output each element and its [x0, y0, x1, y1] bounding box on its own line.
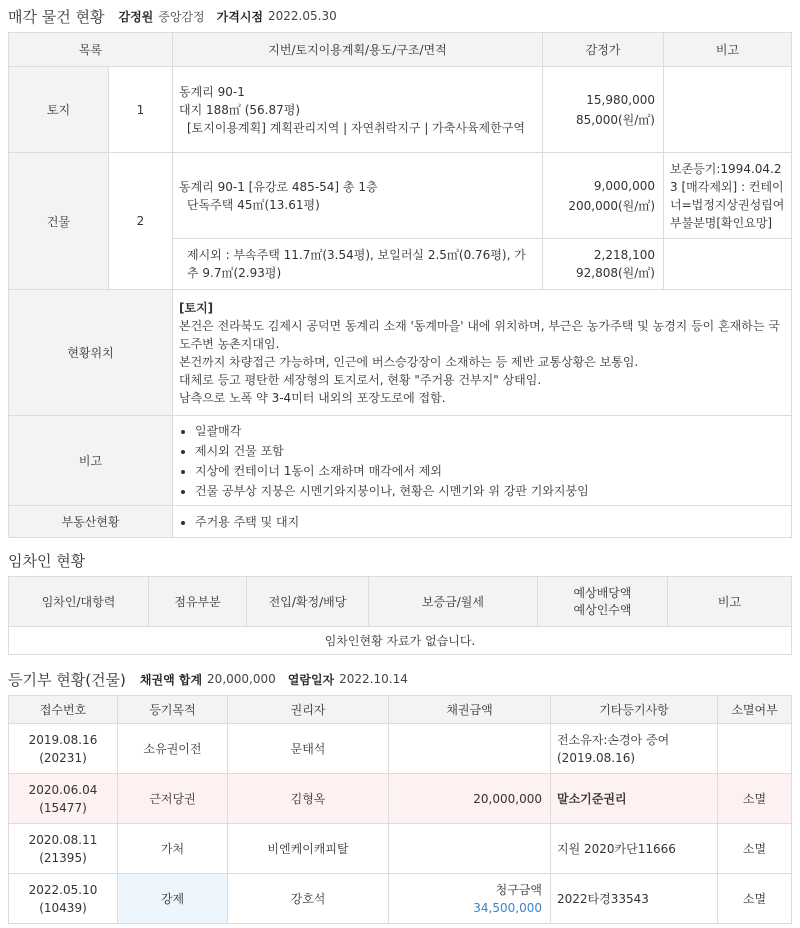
extra-price	[543, 239, 664, 290]
land-area: 대지 188㎡ (56.87평)	[179, 102, 301, 117]
land-detail	[173, 67, 543, 153]
location-line1: 본건은 전라북도 김제시 공덕면 동계리 소재 '동계마을' 내에 위치하며, 부근은 농가주택 및 농경지 등이 혼재하는 국도주변 농촌지대임.	[179, 318, 780, 351]
reg-amount	[389, 724, 551, 774]
tenant-col-assumed: 예상인수액	[573, 602, 632, 617]
sale-title: 매각 물건 현황	[8, 7, 105, 26]
view-date-label: 열람일자	[287, 672, 335, 687]
land-plan: [토지이용계획] 계획관리지역 | 자연취락지구 | 가축사육제한구역	[187, 120, 525, 135]
reg-purpose: 가처	[118, 824, 228, 874]
realestate-cell	[173, 506, 792, 538]
col-note: 비고	[664, 33, 792, 67]
location-line4: 남측으로 노폭 약 3-4미터 내외의 포장도로에 접함.	[179, 390, 446, 405]
view-date-value: 2022.10.14	[339, 672, 408, 686]
registry-table	[8, 695, 792, 924]
col-detail: 지번/토지이용계획/용도/구조/면적	[173, 33, 543, 67]
reg-col-purpose: 등기목적	[118, 696, 228, 724]
col-appraisal: 감정가	[543, 33, 664, 67]
reg-holder: 비엔케이캐피탈	[228, 824, 389, 874]
land-note	[664, 67, 792, 153]
land-number: 1	[109, 67, 173, 153]
registry-row	[9, 874, 792, 924]
claim-label: 채권액 합계	[139, 672, 203, 687]
land-price-total: 15,980,000	[586, 92, 655, 107]
location-line2: 본건까지 차량접근 가능하며, 인근에 버스승강장이 소재하는 등 제반 교통상황은 보통임.	[179, 354, 639, 369]
reg-status	[718, 724, 792, 774]
reg-col-etc: 기타등기사항	[551, 696, 718, 724]
remarks-label: 비고	[9, 416, 173, 506]
remark-item: • 일괄매각	[195, 421, 791, 441]
appraiser-label: 감정원	[118, 9, 154, 24]
realestate-item: • 주거용 주택 및 대지	[195, 512, 791, 532]
reg-col-holder: 권리자	[228, 696, 389, 724]
tenant-col-occupancy: 점유부분	[149, 577, 247, 627]
reg-purpose: 소유권이전	[118, 724, 228, 774]
reg-number: 2020.08.11 (21395)	[9, 824, 118, 874]
col-list: 목록	[9, 33, 173, 67]
reg-col-number: 접수번호	[9, 696, 118, 724]
tenant-header	[0, 544, 800, 576]
tenant-col-moving: 전입/확정/배당	[247, 577, 369, 627]
sale-header	[0, 0, 800, 32]
reg-etc: 말소기준권리	[551, 774, 718, 824]
building-extra: 제시외 : 부속주택 11.7㎡(3.54평), 보일러실 2.5㎡(0.76평), 가추 9.7㎡(2.93평)	[173, 239, 543, 290]
registry-row	[9, 724, 792, 774]
land-price-unit: 85,000(원/㎡)	[576, 112, 655, 127]
registry-title: 등기부 현황(건물)	[8, 670, 126, 689]
reg-purpose: 강제	[118, 874, 228, 924]
reg-status: 소멸	[718, 774, 792, 824]
location-label: 현황위치	[9, 290, 173, 416]
reg-etc: 전소유자:손경아 증여(2019.08.16)	[551, 724, 718, 774]
reg-holder: 김형옥	[228, 774, 389, 824]
extra-price-total: 2,218,100	[593, 248, 655, 262]
building-price-unit: 200,000(원/㎡)	[568, 198, 655, 213]
reg-holder: 문태석	[228, 724, 389, 774]
building-category: 건물	[9, 153, 109, 290]
tenant-empty: 임차인현황 자료가 없습니다.	[9, 627, 792, 655]
tenant-col-tenant: 임차인/대항력	[9, 577, 149, 627]
registry-row	[9, 774, 792, 824]
remark-item: • 제시외 건물 포함	[195, 441, 791, 461]
building-price-total: 9,000,000	[593, 178, 655, 193]
building-type: 단독주택 45㎡(13.61평)	[187, 197, 320, 212]
tenant-table	[8, 576, 792, 655]
remark-item: • 지상에 컨테이너 1동이 소재하며 매각에서 제외	[195, 461, 791, 481]
tenant-title: 임차인 현황	[8, 551, 86, 570]
claim-value: 20,000,000	[207, 672, 276, 686]
reg-col-amount: 채권금액	[389, 696, 551, 724]
building-detail	[173, 153, 543, 239]
reg-col-status: 소멸여부	[718, 696, 792, 724]
remarks-list	[179, 421, 791, 501]
realestate-label: 부동산현황	[9, 506, 173, 538]
reg-number: 2020.06.04 (15477)	[9, 774, 118, 824]
registry-row	[9, 824, 792, 874]
price-date-label: 가격시점	[216, 9, 264, 24]
land-address: 동계리 90-1	[179, 84, 245, 99]
reg-status: 소멸	[718, 874, 792, 924]
claim-amount-value: 34,500,000	[473, 900, 542, 915]
claim-amount-label: 청구금액	[495, 882, 542, 897]
reg-number: 2019.08.16 (20231)	[9, 724, 118, 774]
building-number: 2	[109, 153, 173, 290]
reg-etc: 2022타경33543	[551, 874, 718, 924]
tenant-col-expected	[538, 577, 668, 627]
registry-header	[0, 663, 800, 695]
tenant-col-note: 비고	[668, 577, 792, 627]
location-text	[173, 290, 792, 416]
location-heading: [토지]	[179, 300, 214, 315]
price-date-value: 2022.05.30	[268, 9, 337, 23]
remarks-list-cell	[173, 416, 792, 506]
sale-table	[8, 32, 792, 538]
appraiser-value: 중앙감정	[158, 9, 205, 24]
location-line3: 대체로 등고 평탄한 세장형의 토지로서, 현황 "주거용 건부지" 상태임.	[179, 372, 542, 387]
land-price	[543, 67, 664, 153]
extra-note	[664, 239, 792, 290]
reg-etc: 지원 2020카단11666	[551, 824, 718, 874]
reg-amount	[389, 874, 551, 924]
tenant-col-deposit: 보증금/월세	[369, 577, 538, 627]
reg-purpose: 근저당권	[118, 774, 228, 824]
extra-price-unit: 92,808(원/㎡)	[576, 266, 655, 280]
building-address: 동계리 90-1 [유강로 485-54] 총 1층	[179, 179, 378, 194]
reg-number: 2022.05.10 (10439)	[9, 874, 118, 924]
remark-item: • 건물 공부상 지붕은 시멘기와지붕이나, 현황은 시멘기와 위 강판 기와지붕임	[195, 481, 791, 501]
reg-holder: 강호석	[228, 874, 389, 924]
tenant-col-dividend: 예상배당액	[573, 585, 632, 600]
reg-status: 소멸	[718, 824, 792, 874]
reg-amount: 20,000,000	[389, 774, 551, 824]
reg-amount	[389, 824, 551, 874]
building-note: 보존등기:1994.04.23 [매각제외] : 컨테이너=법정지상권성립여부불분명[확인요망]	[664, 153, 792, 239]
building-price	[543, 153, 664, 239]
land-category: 토지	[9, 67, 109, 153]
